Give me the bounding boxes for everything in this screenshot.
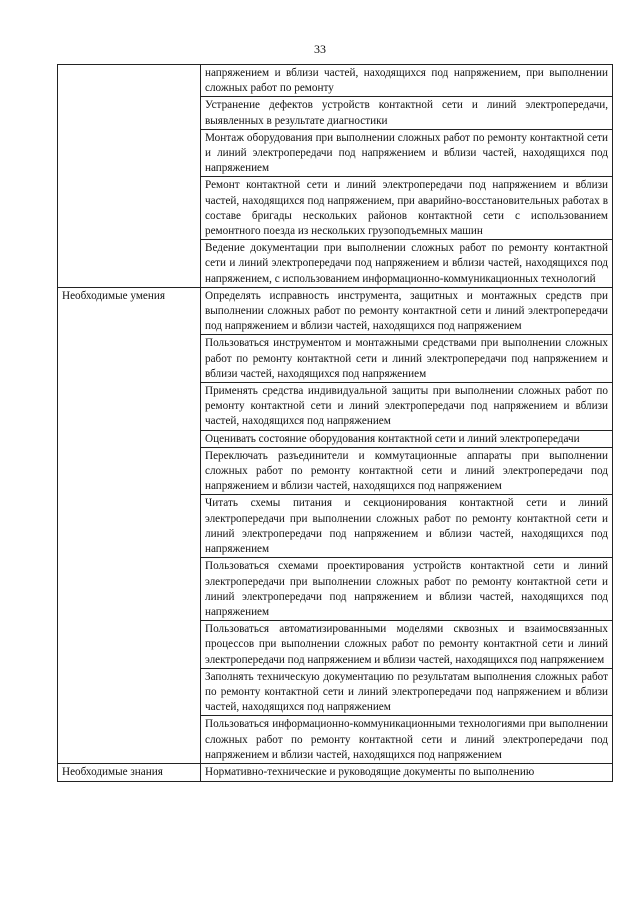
requirement-item: Переключать разъединители и коммутационные аппараты при выполнении сложных работ по ремонту контактной сети и линий электропередачи под напряжением и вблизи частей, находящихся под напряжением	[201, 447, 613, 495]
requirement-item: Нормативно-технические и руководящие документы по выполнению	[201, 763, 613, 781]
requirement-item: Оценивать состояние оборудования контактной сети и линий электропередачи	[201, 430, 613, 447]
table-row	[58, 65, 613, 97]
requirement-item: Пользоваться автоматизированными моделями сквозных и взаимосвязанных процессов при выполнении сложных работ по ремонту контактной сети и линий электропередачи под напряжением и вблизи частей, находящихся под напряжением	[201, 621, 613, 669]
requirement-item: Пользоваться инструментом и монтажными средствами при выполнении сложных работ по ремонту контактной сети и линий электропередачи под напряжением и вблизи частей, находящихся под напряжением	[201, 335, 613, 383]
requirements-table	[57, 64, 613, 782]
requirement-item: Пользоваться схемами проектирования устройств контактной сети и линий электропередачи при выполнении сложных работ по ремонту контактной сети и линий электропередачи под напряжением и вблизи частей, находящихся под напряжением	[201, 558, 613, 621]
requirement-item: Определять исправность инструмента, защитных и монтажных средств при выполнении сложных работ по ремонту контактной сети и линий электропередачи под напряжением и вблизи частей, находящихся под напряжением	[201, 287, 613, 335]
requirement-item: Ремонт контактной сети и линий электропередачи под напряжением и вблизи частей, находящихся под напряжением, при аварийно-восстановительных работах в составе бригады нескольких районов контактной сети с использованием ремонтного поезда из нескольких грузоподъемных машин	[201, 177, 613, 240]
requirement-item: Применять средства индивидуальной защиты при выполнении сложных работ по ремонту контактной сети и линий электропередачи под напряжением и вблизи частей, находящихся под напряжением	[201, 383, 613, 431]
requirement-item: Заполнять техническую документацию по результатам выполнения сложных работ по ремонту контактной сети и линий электропередачи под напряжением и вблизи частей, находящихся под напряжением	[201, 668, 613, 716]
table-row	[58, 287, 613, 335]
section-label-required-knowledge: Необходимые знания	[58, 763, 201, 781]
requirement-item: Устранение дефектов устройств контактной сети и линий электропередачи, выявленных в результате диагностики	[201, 97, 613, 129]
requirement-item: Пользоваться информационно-коммуникационными технологиями при выполнении сложных работ по ремонту контактной сети и линий электропередачи под напряжением и вблизи частей, находящихся под напряжением	[201, 716, 613, 764]
table-row	[58, 763, 613, 781]
requirements-table-body	[58, 65, 613, 782]
requirement-item: Читать схемы питания и секционирования контактной сети и линий электропередачи при выполнении сложных работ по ремонту контактной сети и линий электропередачи под напряжением и вблизи частей, находящихся под напряжением	[201, 495, 613, 558]
requirement-item: Монтаж оборудования при выполнении сложных работ по ремонту контактной сети и линий электропередачи под напряжением и вблизи частей, находящихся под напряжением	[201, 129, 613, 177]
page-number: 33	[314, 42, 326, 56]
section-label-required-skills: Необходимые умения	[58, 287, 201, 763]
section-label-continued-activities	[58, 65, 201, 288]
requirement-item: Ведение документации при выполнении сложных работ по ремонту контактной сети и линий электропередачи под напряжением и вблизи частей, находящихся под напряжением, с использованием информационно-коммуникационных технологий	[201, 240, 613, 288]
requirement-item: напряжением и вблизи частей, находящихся под напряжением, при выполнении сложных работ по ремонту	[201, 65, 613, 97]
